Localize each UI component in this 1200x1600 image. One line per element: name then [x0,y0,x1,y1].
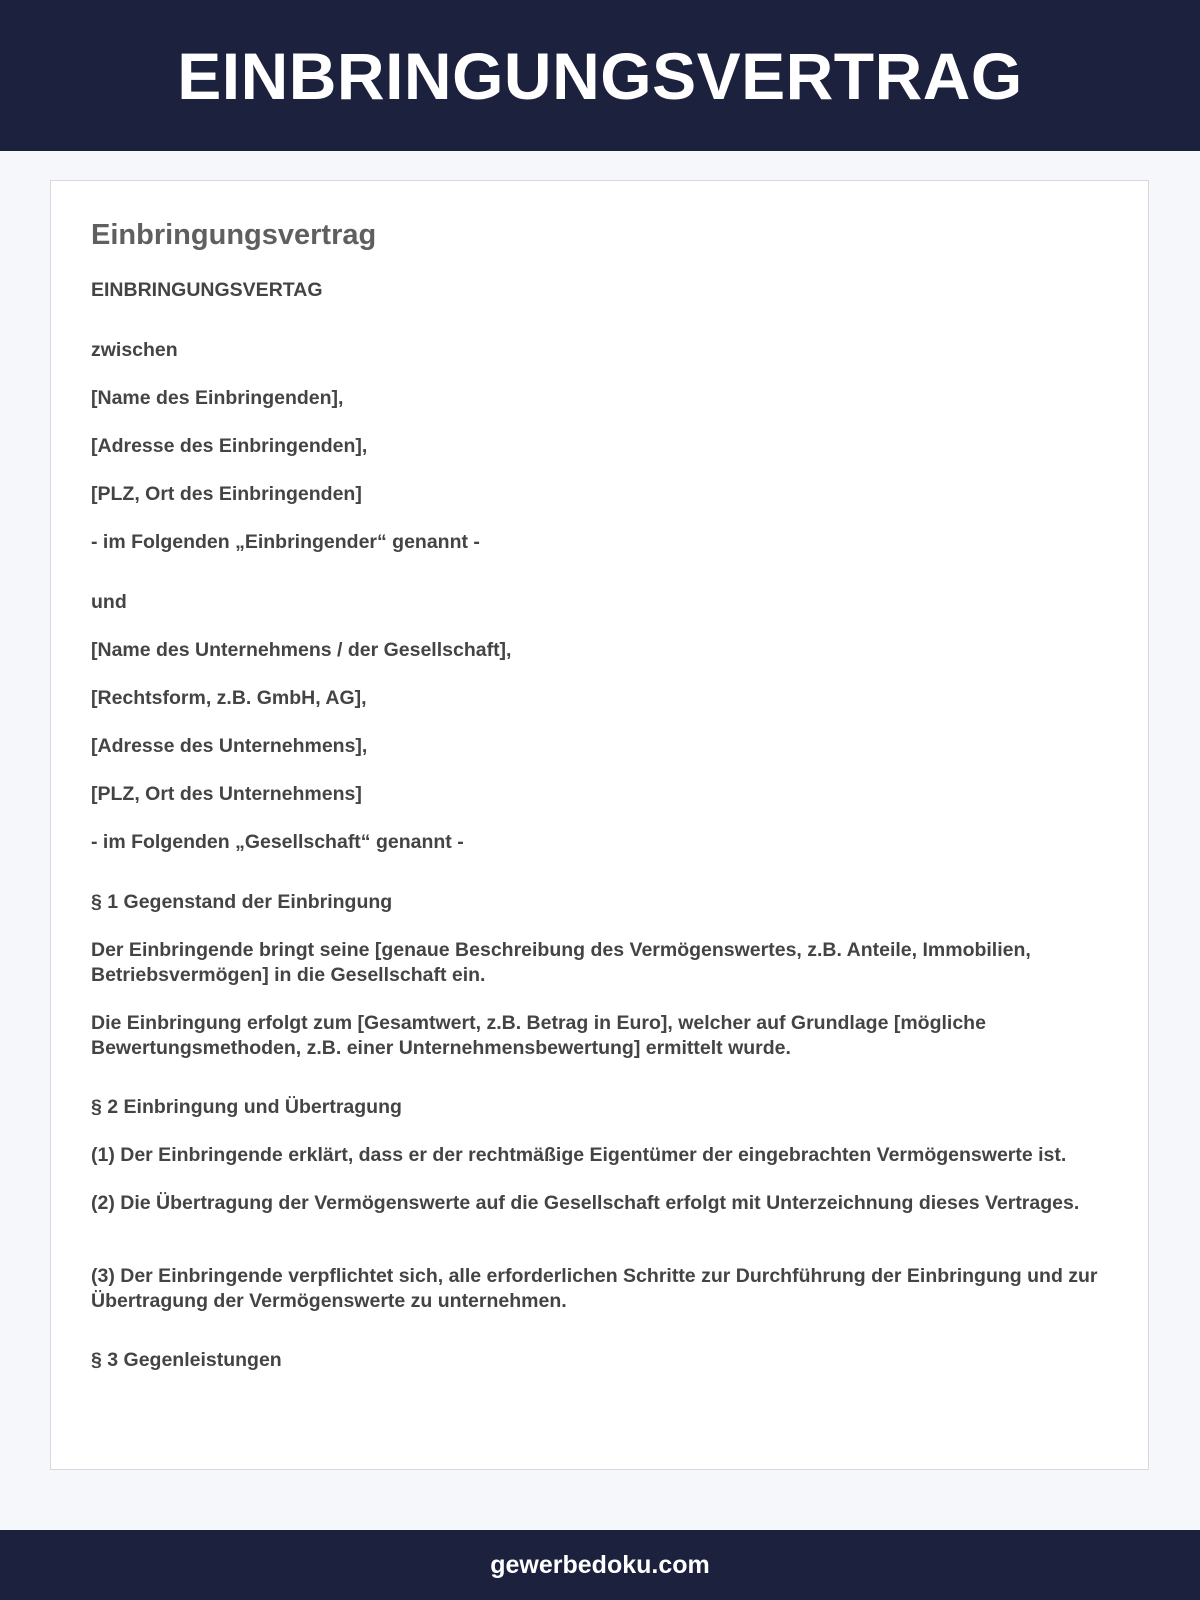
section2-title: § 2 Einbringung und Übertragung [91,1096,402,1118]
document-subheading: EINBRINGUNGSVERTAG [91,279,323,301]
between-label: zwischen [91,339,178,361]
party1-city: [PLZ, Ort des Einbringenden] [91,483,362,505]
document-heading: Einbringungsvertrag [91,219,377,251]
section3-title: § 3 Gegenleistungen [91,1349,282,1371]
section1-paragraph-1: Der Einbringende bringt seine [genaue Beschreibung des Vermögenswertes, z.B. Anteile, Immobilien, Betriebsvermögen] in die Gesellschaft ein. [91,939,1031,986]
section2-paragraph-2: (2) Die Übertragung der Vermögenswerte auf die Gesellschaft erfolgt mit Unterzeichnung dieses Vertrages. [91,1192,1080,1214]
document-card [50,180,1149,1470]
top-banner [0,0,1200,151]
banner-title: EINBRINGUNGSVERTRAG [177,38,1023,113]
bottom-banner [0,1530,1200,1600]
party2-name: [Name des Unternehmens / der Gesellschaft], [91,639,512,661]
section1-title: § 1 Gegenstand der Einbringung [91,891,393,913]
section2-paragraph-3: (3) Der Einbringende verpflichtet sich, alle erforderlichen Schritte zur Durchführung der Einbringung und zur Übertragung der Vermögenswerte zu unternehmen. [91,1265,1098,1312]
and-label: und [91,591,127,613]
party2-legal-form: [Rechtsform, z.B. GmbH, AG], [91,687,367,709]
party1-designation: - im Folgenden „Einbringender“ genannt - [91,531,480,553]
section2-paragraph-1: (1) Der Einbringende erklärt, dass er der rechtmäßige Eigentümer der eingebrachten Vermögenswerte ist. [91,1144,1067,1166]
party2-city: [PLZ, Ort des Unternehmens] [91,783,362,805]
party1-address: [Adresse des Einbringenden], [91,435,368,457]
section1-paragraph-2: Die Einbringung erfolgt zum [Gesamtwert, z.B. Betrag in Euro], welcher auf Grundlage [mögliche Bewertungsmethoden, z.B. einer Unternehmensbewertung] ermittelt wurde. [91,1012,986,1059]
party1-name: [Name des Einbringenden], [91,387,344,409]
party2-address: [Adresse des Unternehmens], [91,735,368,757]
party2-designation: - im Folgenden „Gesellschaft“ genannt - [91,831,464,853]
footer-site: gewerbedoku.com [490,1550,710,1579]
